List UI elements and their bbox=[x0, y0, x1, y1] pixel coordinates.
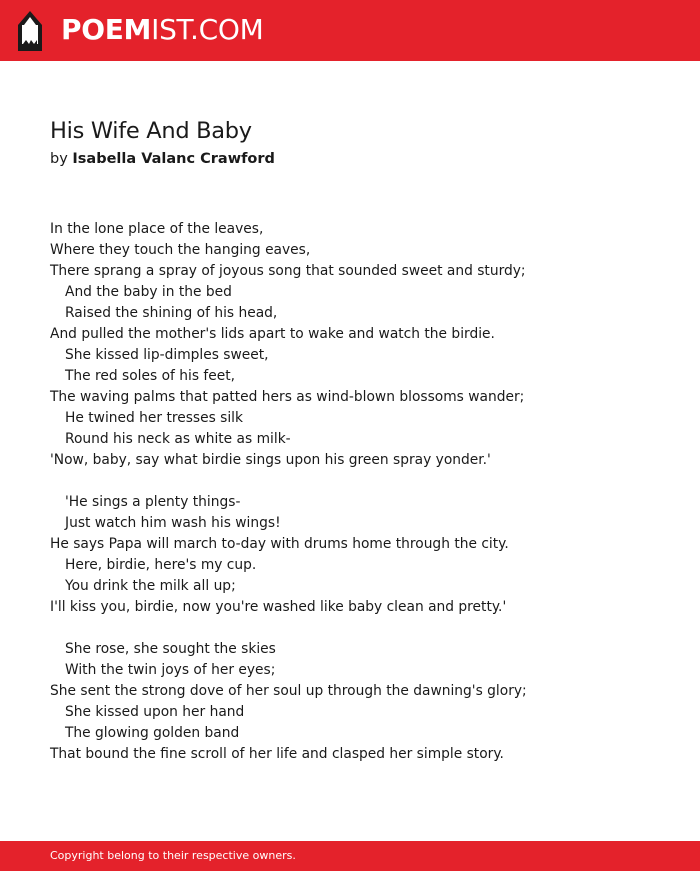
site-header bbox=[0, 0, 700, 61]
site-footer bbox=[0, 841, 700, 871]
stanza-break bbox=[50, 471, 670, 492]
pencil-tip-icon[interactable] bbox=[18, 11, 42, 51]
poem-line: Where they touch the hanging eaves, bbox=[50, 242, 311, 258]
copyright-text: Copyright belong to their respective owners. bbox=[50, 849, 296, 862]
poem-line: There sprang a spray of joyous song that sounded sweet and sturdy; bbox=[50, 263, 526, 279]
poem-line: With the twin joys of her eyes; bbox=[65, 662, 276, 678]
poem-line: You drink the milk all up; bbox=[65, 578, 236, 594]
poem-line: Just watch him wash his wings! bbox=[65, 515, 281, 531]
poem-line: Here, birdie, here's my cup. bbox=[65, 557, 257, 573]
poem-body bbox=[50, 219, 670, 765]
poem-line: I'll kiss you, birdie, now you're washed like baby clean and pretty.' bbox=[50, 599, 507, 615]
poem-line: He says Papa will march to-day with drums home through the city. bbox=[50, 536, 509, 552]
by-prefix: by bbox=[50, 151, 68, 167]
stanza-break bbox=[50, 618, 670, 639]
site-logo[interactable] bbox=[61, 13, 264, 47]
poem-line: 'He sings a plenty things- bbox=[65, 494, 241, 510]
logo-light-text: IST.COM bbox=[151, 13, 264, 46]
poem-line: 'Now, baby, say what birdie sings upon his green spray yonder.' bbox=[50, 452, 491, 468]
poem-line: The red soles of his feet, bbox=[65, 368, 236, 384]
poem-line: In the lone place of the leaves, bbox=[50, 221, 264, 237]
poem-line: The glowing golden band bbox=[65, 725, 240, 741]
byline bbox=[50, 149, 275, 169]
poem-line: She sent the strong dove of her soul up through the dawning's glory; bbox=[50, 683, 527, 699]
poem-line: He twined her tresses silk bbox=[65, 410, 243, 426]
poem-line: She kissed lip-dimples sweet, bbox=[65, 347, 269, 363]
poem-line: And pulled the mother's lids apart to wake and watch the birdie. bbox=[50, 326, 495, 342]
poem-line: Round his neck as white as milk- bbox=[65, 431, 291, 447]
poem-line: She rose, she sought the skies bbox=[65, 641, 276, 657]
author-name: Isabella Valanc Crawford bbox=[72, 151, 275, 167]
logo-bold-text: POEM bbox=[61, 13, 152, 46]
poem-title: His Wife And Baby bbox=[50, 118, 252, 144]
poem-line: She kissed upon her hand bbox=[65, 704, 245, 720]
poem-line: Raised the shining of his head, bbox=[65, 305, 278, 321]
poem-line: That bound the fine scroll of her life and clasped her simple story. bbox=[50, 746, 504, 762]
poem-line: And the baby in the bed bbox=[65, 284, 232, 300]
poem-line: The waving palms that patted hers as wind-blown blossoms wander; bbox=[50, 389, 525, 405]
